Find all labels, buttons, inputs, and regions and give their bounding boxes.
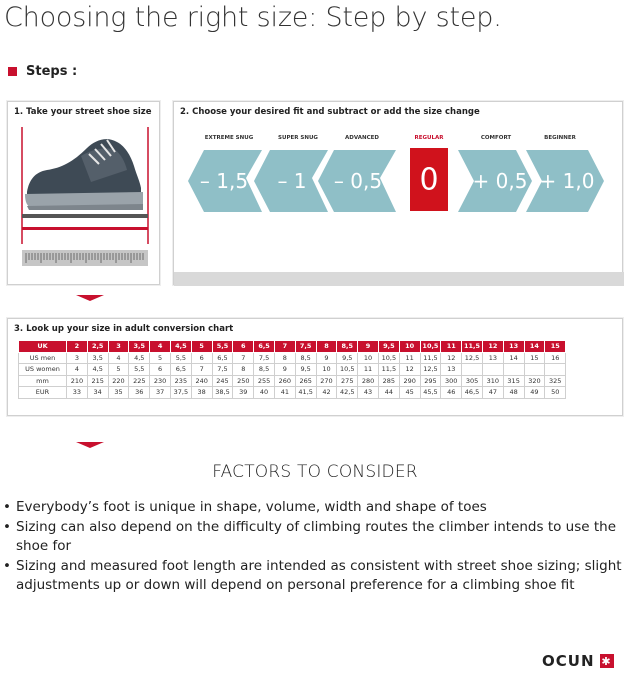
table-cell: 36	[129, 387, 150, 399]
table-cell: 240	[191, 375, 212, 387]
table-cell: 5	[150, 352, 171, 364]
table-cell: 3	[67, 352, 88, 364]
list-item: • Everybody’s foot is unique in shape, volume, width and shape of toes	[3, 498, 623, 518]
table-cell: 7	[233, 352, 254, 364]
table-cell: 11	[441, 341, 462, 353]
table-cell: 7	[191, 364, 212, 376]
step3-title: 3. Look up your size in adult conversion chart	[14, 324, 234, 334]
table-cell: 11,5	[462, 341, 483, 353]
table-cell: 41	[274, 387, 295, 399]
fit-label-beginner: BEGINNER	[544, 135, 576, 141]
row-header-cell: US women	[19, 364, 67, 376]
step2-title: 2. Choose your desired fit and subtract or add the size change	[180, 107, 480, 117]
table-cell: 290	[399, 375, 420, 387]
steps-label: Steps :	[26, 64, 78, 79]
factors-list	[3, 498, 623, 596]
table-cell: 310	[482, 375, 503, 387]
table-cell: 42	[316, 387, 337, 399]
table-row	[19, 375, 566, 387]
table-cell: 10	[358, 352, 379, 364]
table-cell: 5,5	[129, 364, 150, 376]
table-cell: 3,5	[129, 341, 150, 353]
table-cell: 275	[337, 375, 358, 387]
step1-panel	[7, 101, 160, 285]
table-cell: 10,5	[337, 364, 358, 376]
table-cell: 11	[358, 364, 379, 376]
table-row	[19, 352, 566, 364]
table-cell: 9,5	[337, 352, 358, 364]
row-header-cell: EUR	[19, 387, 67, 399]
table-cell	[482, 364, 503, 376]
table-cell: 4	[150, 341, 171, 353]
table-cell: 10	[316, 364, 337, 376]
fit-label-super-snug: SUPER SNUG	[278, 135, 318, 141]
table-cell: 13	[441, 364, 462, 376]
table-cell: 39	[233, 387, 254, 399]
table-cell: 245	[212, 375, 233, 387]
page-title: Choosing the right size: Step by step.	[4, 2, 502, 33]
table-cell: 5,5	[170, 352, 191, 364]
table-cell: 45	[399, 387, 420, 399]
table-row	[19, 364, 566, 376]
fit-value-comfort: + 0,5	[472, 169, 528, 193]
table-cell: 7	[274, 341, 295, 353]
table-cell: 5	[108, 364, 129, 376]
table-cell: 225	[129, 375, 150, 387]
asterisk-icon: ✱	[601, 654, 612, 668]
table-cell: 12	[441, 352, 462, 364]
table-cell: 33	[67, 387, 88, 399]
table-cell: 12	[399, 364, 420, 376]
table-cell: 44	[378, 387, 399, 399]
step2-panel	[173, 101, 623, 285]
table-cell: 48	[503, 387, 524, 399]
table-cell: 49	[524, 387, 545, 399]
table-cell: 8,5	[337, 341, 358, 353]
down-arrow-icon	[76, 295, 104, 301]
fit-arrows	[174, 102, 624, 286]
table-cell: 6,5	[170, 364, 191, 376]
table-cell: 11,5	[378, 364, 399, 376]
table-cell: 7,5	[212, 364, 233, 376]
table-cell: 10,5	[420, 341, 441, 353]
table-cell: 9	[316, 352, 337, 364]
table-cell: 10,5	[378, 352, 399, 364]
table-cell: 305	[462, 375, 483, 387]
table-cell: 235	[170, 375, 191, 387]
table-cell: 16	[545, 352, 566, 364]
shoe-measure-illustration	[21, 122, 149, 244]
table-cell: 6	[233, 341, 254, 353]
table-cell: 265	[295, 375, 316, 387]
table-cell	[462, 364, 483, 376]
table-cell: 250	[233, 375, 254, 387]
step3-panel	[7, 318, 623, 416]
table-cell	[545, 364, 566, 376]
table-cell: 9	[358, 341, 379, 353]
table-cell: 35	[108, 387, 129, 399]
table-cell: 3,5	[87, 352, 108, 364]
table-cell: 11	[399, 352, 420, 364]
table-cell: 12	[482, 341, 503, 353]
table-cell: 4,5	[129, 352, 150, 364]
table-cell: 7,5	[254, 352, 275, 364]
table-cell: 300	[441, 375, 462, 387]
fit-value-advanced: – 0,5	[333, 169, 383, 193]
table-cell: 9	[274, 364, 295, 376]
table-cell: 4	[108, 352, 129, 364]
table-cell: 215	[87, 375, 108, 387]
table-cell: 47	[482, 387, 503, 399]
table-cell: 220	[108, 375, 129, 387]
table-cell: 7,5	[295, 341, 316, 353]
logo-text: OCUN	[542, 652, 595, 670]
fit-value-regular: 0	[419, 162, 439, 197]
fit-value-beginner: + 1,0	[539, 169, 595, 193]
table-cell: 4	[67, 364, 88, 376]
table-cell: 3	[108, 341, 129, 353]
table-cell: 41,5	[295, 387, 316, 399]
table-cell: 2	[67, 341, 88, 353]
table-cell: 8	[233, 364, 254, 376]
table-cell: 38,5	[212, 387, 233, 399]
shoe-icon	[21, 122, 149, 244]
steps-heading	[8, 64, 77, 79]
table-cell: 42,5	[337, 387, 358, 399]
down-arrow-icon	[76, 442, 104, 448]
table-cell: 6,5	[254, 341, 275, 353]
fit-label-comfort: COMFORT	[480, 135, 512, 141]
table-cell: 50	[545, 387, 566, 399]
list-item: • Sizing and measured foot length are intended as consistent with street shoe sizing; slight adjustments up or down will depend on personal preference for a climbing shoe fit	[3, 557, 623, 596]
table-cell: 37	[150, 387, 171, 399]
table-cell: 12,5	[420, 364, 441, 376]
table-cell: 46	[441, 387, 462, 399]
table-cell: 325	[545, 375, 566, 387]
table-cell: 5	[191, 341, 212, 353]
table-cell: 45,5	[420, 387, 441, 399]
table-cell: 2,5	[87, 341, 108, 353]
row-header-cell: US men	[19, 352, 67, 364]
table-cell: 6,5	[212, 352, 233, 364]
table-cell: 46,5	[462, 387, 483, 399]
table-cell: 12,5	[462, 352, 483, 364]
bullet-square-icon	[8, 67, 17, 76]
table-cell: 34	[87, 387, 108, 399]
size-conversion-table	[18, 340, 566, 399]
table-cell	[524, 364, 545, 376]
table-cell: 37,5	[170, 387, 191, 399]
fit-label-extreme-snug: EXTREME SNUG	[204, 135, 254, 141]
row-header-cell: mm	[19, 375, 67, 387]
fit-label-regular: REGULAR	[414, 135, 444, 141]
table-cell: 230	[150, 375, 171, 387]
table-cell: 270	[316, 375, 337, 387]
table-cell: 4,5	[170, 341, 191, 353]
table-cell: 6	[150, 364, 171, 376]
table-cell: 40	[254, 387, 275, 399]
list-item: • Sizing can also depend on the difficulty of climbing routes the climber intends to use the shoe for	[3, 518, 623, 557]
step1-title: 1. Take your street shoe size	[14, 107, 152, 117]
fit-value-super-snug: – 1	[277, 169, 307, 193]
table-cell: 8,5	[295, 352, 316, 364]
fit-value-extreme-snug: – 1,5	[199, 169, 249, 193]
table-cell: 8	[274, 352, 295, 364]
brand-logo	[542, 652, 614, 670]
table-cell: 4,5	[87, 364, 108, 376]
table-cell: 15	[524, 352, 545, 364]
table-cell	[503, 364, 524, 376]
regular-fit-box	[410, 148, 448, 211]
table-cell: 5,5	[212, 341, 233, 353]
table-cell: 8	[316, 341, 337, 353]
table-row	[19, 387, 566, 399]
table-cell: 210	[67, 375, 88, 387]
table-cell: 6	[191, 352, 212, 364]
table-header-row	[19, 341, 566, 353]
table-cell: 285	[378, 375, 399, 387]
table-cell: 295	[420, 375, 441, 387]
table-cell: 11,5	[420, 352, 441, 364]
table-cell: 13	[503, 341, 524, 353]
table-cell: 13	[482, 352, 503, 364]
table-cell: 43	[358, 387, 379, 399]
table-cell: 8,5	[254, 364, 275, 376]
table-cell: 10	[399, 341, 420, 353]
table-cell: 9,5	[378, 341, 399, 353]
ruler-icon	[22, 250, 148, 270]
table-cell: 9,5	[295, 364, 316, 376]
row-header-cell: UK	[19, 341, 67, 353]
fit-label-advanced: ADVANCED	[345, 135, 379, 141]
table-cell: 15	[545, 341, 566, 353]
factors-heading: FACTORS TO CONSIDER	[212, 462, 418, 482]
table-cell: 14	[524, 341, 545, 353]
table-cell: 315	[503, 375, 524, 387]
table-cell: 255	[254, 375, 275, 387]
table-cell: 260	[274, 375, 295, 387]
table-cell: 14	[503, 352, 524, 364]
table-cell: 320	[524, 375, 545, 387]
table-cell: 38	[191, 387, 212, 399]
table-cell: 280	[358, 375, 379, 387]
